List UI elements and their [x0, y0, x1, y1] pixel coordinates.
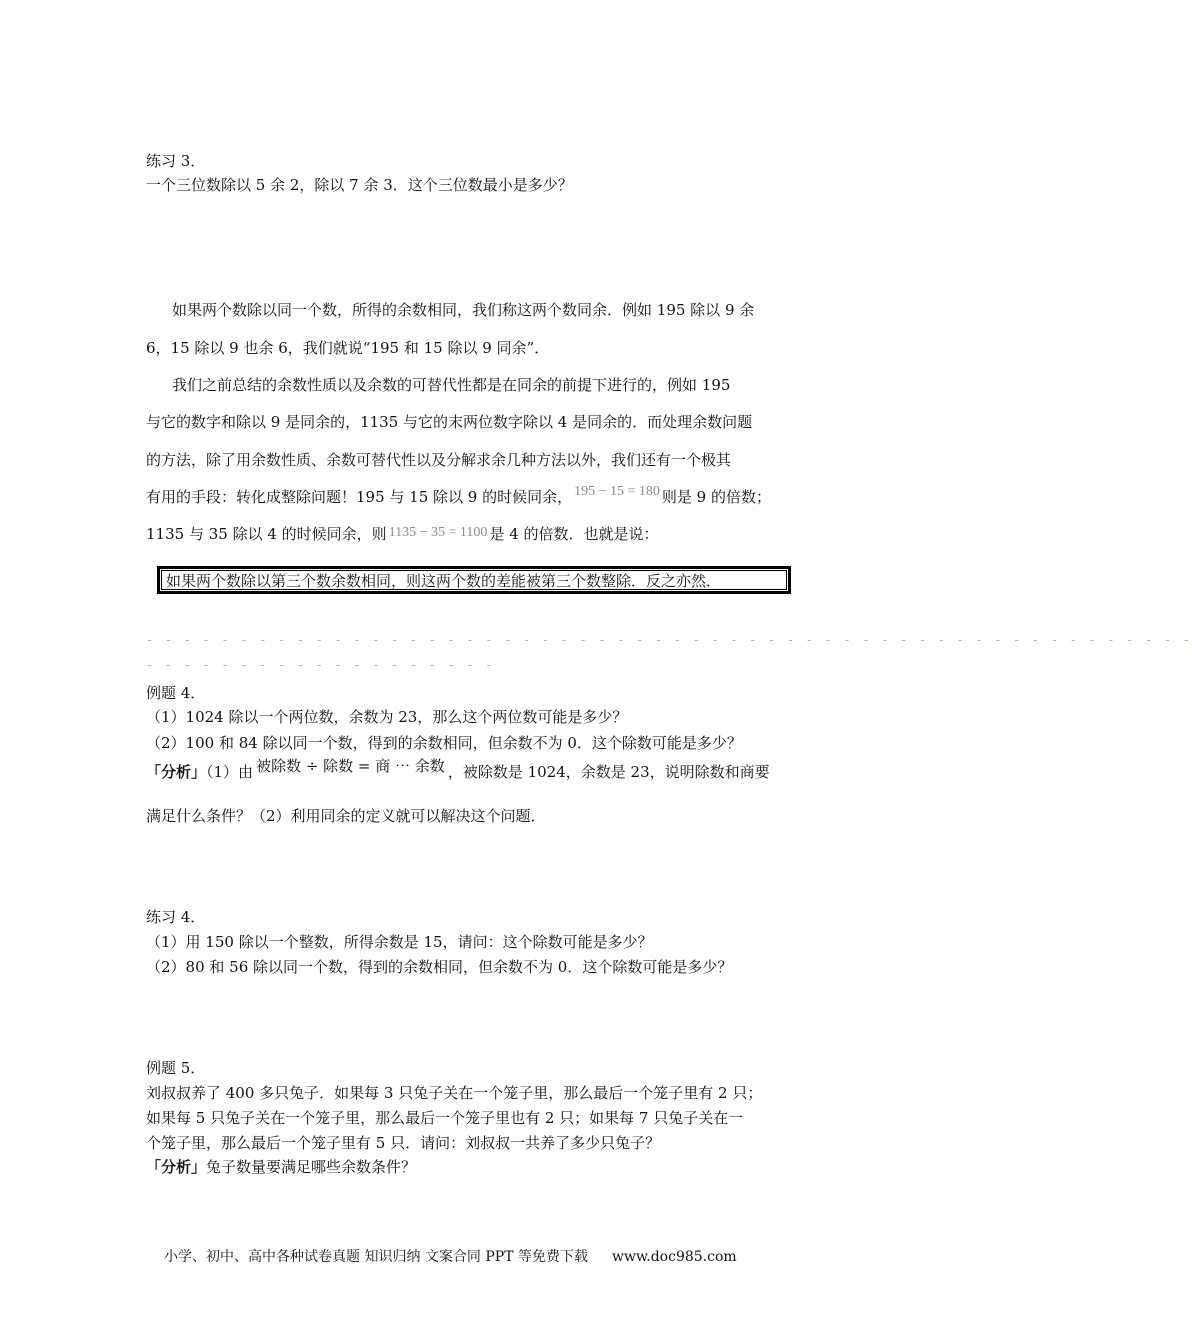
practice-3-question: 一个三位数除以 5 余 2，除以 7 余 3．这个三位数最小是多少？	[146, 176, 573, 194]
page-footer	[164, 1246, 737, 1266]
example-4-q2: （2）100 和 84 除以同一个数，得到的余数相同，但余数不为 0．这个除数可能是多少？	[146, 734, 742, 752]
concept-para2-line1: 我们之前总结的余数性质以及余数的可替代性都是在同余的前提下进行的，例如 195	[172, 376, 731, 394]
analysis-text: （1）由	[206, 763, 254, 781]
example-5-line3: 个笼子里，那么最后一个笼子里有 5 只．请问：刘叔叔一共养了多少只兔子？	[146, 1134, 661, 1152]
example-5-title: 例题 5．	[146, 1059, 206, 1077]
concept-para1-line1: 如果两个数除以同一个数，所得的余数相同，我们称这两个数同余．例如 195 除以 9 余	[172, 301, 755, 319]
analysis-label: 「分析」	[146, 763, 207, 781]
analysis-text: ，被除数是 1024，余数是 23，说明除数和商要	[447, 763, 770, 781]
division-formula: 被除数 ÷ 除数 = 商 ⋯ 余数	[256, 757, 445, 775]
concept-para1-line2: 6，15 除以 9 也余 6，我们就说“195 和 15 除以 9 同余”．	[146, 339, 550, 357]
example-5-line1: 刘叔叔养了 400 多只兔子．如果每 3 只兔子关在一个笼子里，那么最后一个笼子里有 2 只；	[146, 1084, 763, 1102]
footer-url[interactable]: www.doc985.com	[611, 1249, 737, 1265]
equation-195-15: 195 − 15 = 180	[574, 484, 660, 499]
practice-4-title: 练习 4．	[146, 908, 206, 926]
example-4-q1: （1）1024 除以一个两位数，余数为 23，那么这个两位数可能是多少？	[146, 708, 628, 726]
concept-text: 有用的手段：转化成整除问题！195 与 15 除以 9 的时候同余，	[146, 488, 573, 506]
example-5-line2: 如果每 5 只兔子关在一个笼子里，那么最后一个笼子里也有 2 只；如果每 7 只兔子关在一	[146, 1109, 744, 1127]
example-4-analysis-line2: 满足什么条件？（2）利用同余的定义就可以解决这个问题．	[146, 807, 546, 825]
dashed-separator-1: - - - - - - - - - - - - - - - - - - - - - - - - - - - - - - - - - - - - - - - - - - - - - - - - - - - - - - - -	[146, 633, 1192, 647]
concept-para2-line3: 的方法，除了用余数性质、余数可替代性以及分解求余几种方法以外，我们还有一个极其	[146, 451, 732, 469]
rule-box	[157, 566, 791, 594]
practice-3-title: 练习 3．	[146, 152, 206, 170]
practice-4-q1: （1）用 150 除以一个整数，所得余数是 15，请问：这个除数可能是多少？	[146, 933, 653, 951]
rule-text: 如果两个数除以第三个数余数相同，则这两个数的差能被第三个数整除．反之亦然．	[161, 570, 787, 590]
concept-para2-line5	[146, 524, 659, 546]
concept-text: 是 4 的倍数．也就是说：	[489, 525, 659, 543]
example-4-analysis	[146, 757, 770, 782]
equation-1135-35: 1135 − 35 = 1100	[388, 525, 488, 540]
concept-para2-line2: 与它的数字和除以 9 是同余的，1135 与它的末两位数字除以 4 是同余的．而处理余数问题	[146, 413, 753, 431]
practice-4-q2: （2）80 和 56 除以同一个数，得到的余数相同，但余数不为 0．这个除数可能是多少？	[146, 958, 733, 976]
analysis-text: 兔子数量要满足哪些余数条件？	[206, 1158, 417, 1176]
footer-text: 小学、初中、高中各种试卷真题 知识归纳 文案合同 PPT 等免费下载	[164, 1249, 588, 1265]
example-4-title: 例题 4．	[146, 684, 206, 702]
dashed-separator-2: - - - - - - - - - - - - - - - - - - -	[146, 658, 495, 672]
example-5-analysis	[146, 1157, 416, 1177]
concept-text: 1135 与 35 除以 4 的时候同余，则	[146, 525, 387, 543]
analysis-label: 「分析」	[146, 1158, 207, 1176]
concept-text: 则是 9 的倍数；	[661, 488, 771, 506]
concept-para2-line4	[146, 484, 771, 509]
